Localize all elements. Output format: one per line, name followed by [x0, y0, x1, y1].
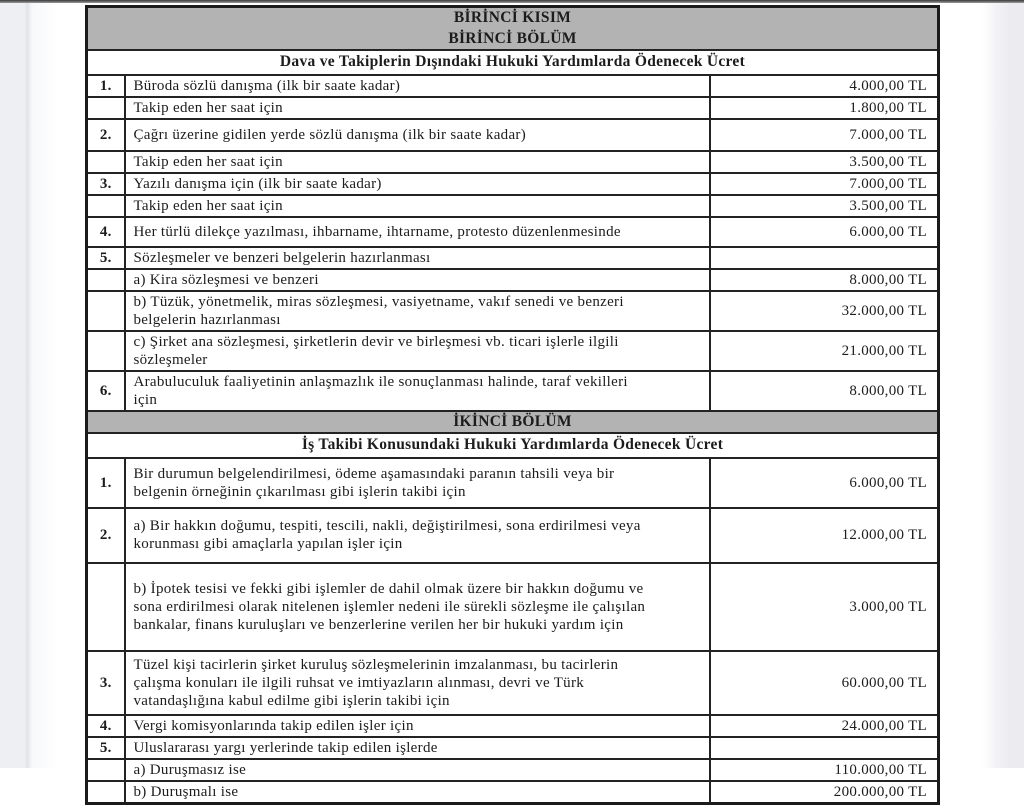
row-fee-cell: 24.000,00 TL — [710, 715, 939, 737]
table-row — [87, 217, 939, 247]
row-desc-cell: Büroda sözlü danışma (ilk bir saate kadar) — [125, 75, 710, 97]
row-desc-cell: b) Duruşmalı ise — [125, 781, 710, 804]
table-row — [87, 75, 939, 97]
top-edge-shadow — [0, 0, 1024, 3]
row-desc-cell: Her türlü dilekçe yazılması, ihbarname, ihtarname, protesto düzenlenmesinde — [125, 217, 710, 247]
row-desc-cell: a) Bir hakkın doğumu, tespiti, tescili, nakli, değiştirilmesi, sona erdirilmesi veya korunması gibi amaçlarla yapılan işler için — [125, 508, 710, 563]
table-row — [87, 291, 939, 331]
row-desc-cell: Vergi komisyonlarında takip edilen işler için — [125, 715, 710, 737]
row-fee-cell: 60.000,00 TL — [710, 651, 939, 715]
row-desc-cell: c) Şirket ana sözleşmesi, şirketlerin devir ve birleşmesi vb. ticari işlerle ilgili sözleşmeler — [125, 331, 710, 371]
row-number-cell — [87, 195, 125, 217]
row-number-cell: 5. — [87, 737, 125, 759]
section-1-subtitle: Dava ve Takiplerin Dışındaki Hukuki Yardımlarda Ödenecek Ücret — [87, 50, 939, 75]
row-fee-cell: 7.000,00 TL — [710, 173, 939, 195]
row-fee-cell: 8.000,00 TL — [710, 269, 939, 291]
row-number-cell: 5. — [87, 247, 125, 269]
row-fee-cell: 7.000,00 TL — [710, 119, 939, 151]
row-desc-cell: a) Duruşmasız ise — [125, 759, 710, 781]
row-desc-cell: Takip eden her saat için — [125, 195, 710, 217]
row-number-cell: 3. — [87, 651, 125, 715]
part-title: BİRİNCİ KISIM — [87, 7, 939, 29]
row-number-cell — [87, 759, 125, 781]
row-fee-cell: 3.000,00 TL — [710, 563, 939, 651]
row-fee-cell: 200.000,00 TL — [710, 781, 939, 804]
section-1-subtitle-row — [87, 50, 939, 75]
table-row — [87, 331, 939, 371]
table-row — [87, 737, 939, 759]
row-desc-cell: Uluslararası yargı yerlerinde takip edilen işlerde — [125, 737, 710, 759]
table-row — [87, 195, 939, 217]
row-desc-cell: Çağrı üzerine gidilen yerde sözlü danışma (ilk bir saate kadar) — [125, 119, 710, 151]
row-number-cell — [87, 151, 125, 173]
row-fee-cell: 32.000,00 TL — [710, 291, 939, 331]
row-fee-cell: 110.000,00 TL — [710, 759, 939, 781]
row-fee-cell: 3.500,00 TL — [710, 195, 939, 217]
row-desc-cell: b) Tüzük, yönetmelik, miras sözleşmesi, vasiyetname, vakıf senedi ve benzeri belgelerin hazırlanması — [125, 291, 710, 331]
row-fee-cell: 6.000,00 TL — [710, 217, 939, 247]
row-number-cell — [87, 291, 125, 331]
row-desc-cell: b) İpotek tesisi ve fekki gibi işlemler de dahil olmak üzere bir hakkın doğumu ve sona erdirilmesi olarak nitelenen işlemler nedeni ile sürekli sözleşme ile çalışılan bankalar, finans kuruluşları ve benzerlerine verilen her bir hukuki yardım için — [125, 563, 710, 651]
row-desc-cell: Sözleşmeler ve benzeri belgelerin hazırlanması — [125, 247, 710, 269]
table-row — [87, 715, 939, 737]
row-number-cell: 6. — [87, 371, 125, 411]
chapter-1-title-row — [87, 29, 939, 51]
row-number-cell: 1. — [87, 458, 125, 508]
table-row — [87, 151, 939, 173]
table-row — [87, 508, 939, 563]
table-row — [87, 173, 939, 195]
row-number-cell — [87, 269, 125, 291]
table-row — [87, 759, 939, 781]
row-number-cell: 4. — [87, 715, 125, 737]
table-row — [87, 563, 939, 651]
section-2-subtitle-row — [87, 433, 939, 458]
row-number-cell: 2. — [87, 508, 125, 563]
row-fee-cell: 3.500,00 TL — [710, 151, 939, 173]
section-2-subtitle: İş Takibi Konusundaki Hukuki Yardımlarda Ödenecek Ücret — [87, 433, 939, 458]
row-desc-cell: Yazılı danışma için (ilk bir saate kadar) — [125, 173, 710, 195]
row-fee-cell — [710, 247, 939, 269]
chapter-2-title: İKİNCİ BÖLÜM — [87, 411, 939, 434]
row-number-cell: 4. — [87, 217, 125, 247]
table-row — [87, 781, 939, 804]
row-number-cell — [87, 563, 125, 651]
row-fee-cell: 12.000,00 TL — [710, 508, 939, 563]
row-number-cell — [87, 97, 125, 119]
table-row — [87, 269, 939, 291]
row-fee-cell — [710, 737, 939, 759]
fee-schedule-table — [85, 5, 940, 805]
row-desc-cell: Bir durumun belgelendirilmesi, ödeme aşamasındaki paranın tahsili veya bir belgenin örneğinin çıkarılması gibi işlerin takibi için — [125, 458, 710, 508]
table-row — [87, 119, 939, 151]
right-page-margin — [982, 0, 1024, 768]
table-row — [87, 97, 939, 119]
left-page-margin — [0, 0, 60, 768]
row-desc-cell: a) Kira sözleşmesi ve benzeri — [125, 269, 710, 291]
row-desc-cell: Takip eden her saat için — [125, 97, 710, 119]
part-title-row — [87, 7, 939, 29]
row-number-cell: 3. — [87, 173, 125, 195]
row-fee-cell: 8.000,00 TL — [710, 371, 939, 411]
row-desc-cell: Arabuluculuk faaliyetinin anlaşmazlık ile sonuçlanması halinde, taraf vekilleri için — [125, 371, 710, 411]
chapter-2-title-row — [87, 411, 939, 434]
row-fee-cell: 6.000,00 TL — [710, 458, 939, 508]
table-row — [87, 247, 939, 269]
row-number-cell — [87, 331, 125, 371]
row-fee-cell: 1.800,00 TL — [710, 97, 939, 119]
row-desc-cell: Takip eden her saat için — [125, 151, 710, 173]
row-number-cell — [87, 781, 125, 804]
table-row — [87, 458, 939, 508]
row-desc-cell: Tüzel kişi tacirlerin şirket kuruluş sözleşmelerinin imzalanması, bu tacirlerin çalışma konuları ile ilgili ruhsat ve imtiyazların alınması, devri ve Türk vatandaşlığına kabul edilme gibi işlerin takibi için — [125, 651, 710, 715]
row-number-cell: 2. — [87, 119, 125, 151]
row-number-cell: 1. — [87, 75, 125, 97]
table-row — [87, 651, 939, 715]
row-fee-cell: 4.000,00 TL — [710, 75, 939, 97]
table-row — [87, 371, 939, 411]
chapter-1-title: BİRİNCİ BÖLÜM — [87, 29, 939, 51]
row-fee-cell: 21.000,00 TL — [710, 331, 939, 371]
